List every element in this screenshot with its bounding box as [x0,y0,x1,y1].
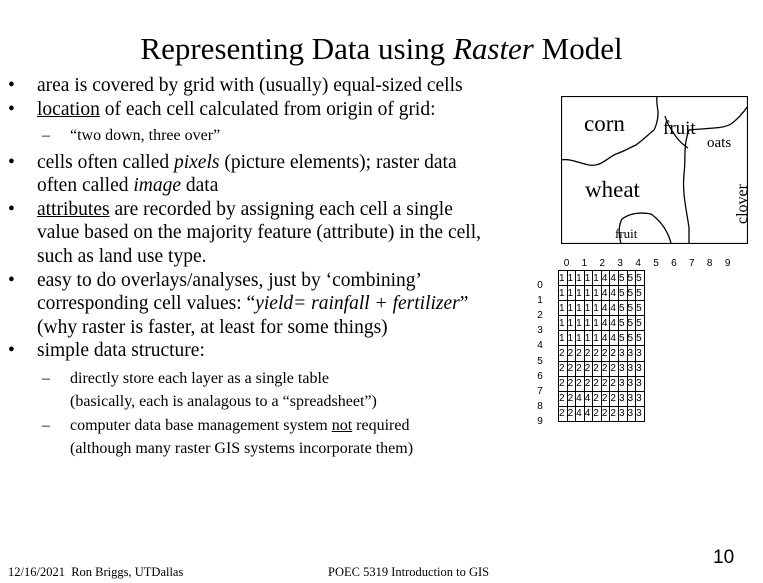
row-header: 8 [537,400,543,412]
grid-cell: 1 [576,286,585,301]
grid-cell: 2 [610,406,619,421]
grid-cell: 1 [576,271,585,286]
label-oats: oats [707,135,732,151]
grid-cell: 4 [601,271,610,286]
row-header: 4 [537,340,543,352]
footer-left [8,565,183,580]
grid-cell: 2 [576,346,585,361]
grid-cell: 4 [576,406,585,421]
grid-cell: 3 [636,406,645,421]
row-header: 3 [537,325,543,337]
column-header: 6 [671,258,677,269]
grid-cell: 5 [636,301,645,316]
bullet-text: are recorded by assigning each cell a single [109,198,453,220]
bullet-text: (picture elements); raster data [219,151,457,173]
grid-cell: 1 [559,301,568,316]
underlined-word: not [331,417,353,435]
grid-cell: 4 [610,301,619,316]
grid-cell: 2 [610,361,619,376]
grid-cell: 2 [601,376,610,391]
grid-cell: 4 [610,271,619,286]
column-header: 8 [706,258,713,269]
subbullet-dbms [8,415,528,460]
sub-line: (although many raster GIS systems incorporate them) [70,439,414,457]
bullet-line: easy to do overlays/analyses, just by ‘combining’ [37,269,423,291]
bullet-overlays [8,269,528,340]
grid-cell: 1 [567,316,576,331]
grid-cell: 2 [559,406,568,421]
grid-cell: 2 [576,376,585,391]
slide-title [0,30,763,68]
bullet-dot: • [8,98,15,120]
grid-cell: 1 [559,286,568,301]
grid-cell: 4 [601,331,610,346]
bullet-simple-structure [8,339,528,363]
grid-cell: 5 [618,316,627,331]
sub-text: computer data base management system [70,417,332,435]
grid-cell: 2 [610,346,619,361]
grid-row [559,406,645,421]
italic-formula: yield= rainfall + fertilizer [255,293,460,315]
grid-cell: 1 [567,271,576,286]
grid-cell: 2 [593,376,602,391]
bullet-line: such as land use type. [37,246,207,268]
grid-row [559,301,645,316]
title-text: Representing Data using [140,31,453,66]
column-header: 4 [635,258,641,269]
row-header: 6 [537,370,543,382]
boundary-oats [689,106,748,130]
grid-cell: 5 [636,286,645,301]
bullet-line [37,151,528,175]
grid-cell: 2 [567,346,576,361]
subbullet-two-down [8,125,528,148]
column-header: 0 [563,258,570,269]
bullet-text: data [181,175,219,197]
grid-cell: 4 [584,391,593,406]
grid-cell: 5 [627,271,636,286]
grid-cell: 3 [618,376,627,391]
grid-cell: 1 [584,301,593,316]
grid-cell: 2 [593,391,602,406]
italic-term: pixels [173,151,220,173]
grid-cell: 3 [618,346,627,361]
grid-cell: 4 [610,316,619,331]
grid-cell: 1 [567,331,576,346]
grid-row [559,376,645,391]
grid-cell: 3 [627,346,636,361]
column-header: 1 [581,258,588,269]
column-header: 9 [724,258,731,269]
grid-row [559,271,645,286]
grid-cell: 2 [593,361,602,376]
grid-cell: 5 [636,331,645,346]
footer-author: Ron Briggs, UTDallas [71,565,184,579]
bullet-dot: • [8,151,15,173]
grid-cell: 1 [559,331,568,346]
bullet-dot: • [8,198,15,220]
row-header: 2 [537,310,543,322]
grid-cell: 4 [584,406,593,421]
grid-cell: 4 [601,301,610,316]
grid-cell: 4 [576,391,585,406]
grid-cell: 4 [601,286,610,301]
grid-cell: 2 [559,391,568,406]
grid-cell: 1 [593,316,602,331]
grid-cell: 2 [559,361,568,376]
grid-cell: 2 [567,361,576,376]
grid-cell: 2 [593,406,602,421]
grid-cell: 3 [636,376,645,391]
grid-cell: 4 [610,331,619,346]
grid-row [559,391,645,406]
grid-cell: 1 [593,271,602,286]
footer-date: 12/16/2021 [8,565,65,579]
bullet-text: often called [37,175,134,197]
title-text-end: Model [533,31,623,66]
grid-cell: 3 [627,376,636,391]
row-header: 9 [537,415,543,427]
grid-cell: 3 [627,406,636,421]
grid-cell: 2 [567,391,576,406]
grid-cell: 5 [618,301,627,316]
title-italic-word: Raster [452,31,534,66]
bullet-location [8,98,528,122]
grid-cell: 1 [576,331,585,346]
grid-row [559,331,645,346]
grid-cell: 2 [567,406,576,421]
subbullet-store-table [8,368,528,413]
label-fruit-bottom: fruit [615,226,638,241]
grid-row [559,316,645,331]
label-clover: clover [734,184,751,224]
grid-cell: 1 [567,301,576,316]
grid-cell: 2 [559,346,568,361]
sub-line: (basically, each is analagous to a “spreadsheet”) [70,392,377,410]
bullet-grid-cells [8,74,528,98]
grid-cell: 3 [636,391,645,406]
grid-row [559,286,645,301]
sub-text: required [352,417,410,435]
grid-cell: 2 [601,406,610,421]
grid-cell: 5 [627,331,636,346]
grid-cell: 2 [567,376,576,391]
bullet-list [8,74,528,460]
grid-cell: 3 [627,361,636,376]
column-header: 3 [617,258,623,269]
label-wheat: wheat [585,177,640,202]
grid-cell: 5 [618,331,627,346]
bullet-line: (why raster is faster, at least for some things) [37,316,388,338]
grid-cell: 5 [627,316,636,331]
bullet-line [37,292,528,316]
bullet-dot: • [8,269,15,291]
raster-cells-table [558,270,645,422]
page-number: 10 [713,547,735,568]
bullet-text: ” [459,293,469,315]
grid-cell: 5 [618,271,627,286]
bullet-line: value based on the majority feature (attribute) in the cell, [37,222,481,244]
land-use-map [561,96,751,244]
grid-cell: 5 [636,271,645,286]
italic-term: image [133,175,182,197]
grid-cell: 3 [618,361,627,376]
grid-cell: 1 [567,286,576,301]
grid-cell: 3 [627,391,636,406]
row-header: 7 [537,385,543,397]
grid-cell: 4 [610,286,619,301]
grid-cell: 1 [559,271,568,286]
bullet-text: of each cell calculated from origin of grid: [99,98,436,120]
grid-cell: 1 [576,301,585,316]
grid-cell: 2 [601,361,610,376]
grid-cell: 2 [584,346,593,361]
grid-cell: 1 [584,286,593,301]
grid-cell: 2 [610,376,619,391]
sub-dash: – [42,417,50,435]
grid-cell: 3 [636,346,645,361]
sub-dash: – [42,370,50,388]
grid-cell: 1 [584,331,593,346]
grid-cell: 1 [593,301,602,316]
grid-cell: 4 [601,316,610,331]
column-header: 2 [599,258,606,269]
sub-line: directly store each layer as a single table [70,370,329,388]
bullet-attributes [8,198,528,269]
grid-cell: 3 [636,361,645,376]
bullet-pixels [8,151,528,198]
grid-cell: 2 [576,361,585,376]
grid-cell: 2 [559,376,568,391]
bullet-dot: • [8,340,15,362]
underlined-term: attributes [37,198,110,220]
bullet-text: area is covered by grid with (usually) equal-sized cells [37,75,463,96]
bullet-text: simple data structure: [37,340,205,362]
grid-cell: 2 [601,346,610,361]
grid-cell: 1 [576,316,585,331]
label-corn: corn [584,111,625,136]
sub-line [70,415,528,438]
sub-dash: – [42,127,50,145]
bullet-dot: • [8,75,15,96]
sub-text: “two down, three over” [70,127,221,145]
column-header: 7 [689,258,695,269]
grid-cell: 5 [627,286,636,301]
grid-row [559,346,645,361]
label-fruit-top: fruit [663,118,696,139]
bullet-text: corresponding cell values: “ [37,293,256,315]
grid-cell: 2 [601,391,610,406]
row-header: 0 [537,280,543,291]
grid-cell: 1 [584,271,593,286]
grid-cell: 2 [584,376,593,391]
grid-cell: 2 [610,391,619,406]
grid-cell: 1 [593,331,602,346]
grid-cell: 2 [593,346,602,361]
bullet-line [37,198,528,222]
grid-cell: 2 [584,361,593,376]
row-header: 1 [537,295,543,307]
grid-cell: 3 [618,406,627,421]
footer-course: POEC 5319 Introduction to GIS [328,565,490,579]
column-header: 5 [653,258,659,269]
bullet-line [37,174,528,198]
grid-cell: 5 [627,301,636,316]
row-header: 5 [537,355,543,367]
bullet-text: cells often called [37,151,174,173]
grid-cell: 5 [618,286,627,301]
grid-cell: 1 [584,316,593,331]
underlined-term: location [37,98,100,120]
grid-cell: 3 [618,391,627,406]
grid-cell: 1 [559,316,568,331]
grid-row [559,361,645,376]
grid-cell: 1 [593,286,602,301]
grid-cell: 5 [636,316,645,331]
